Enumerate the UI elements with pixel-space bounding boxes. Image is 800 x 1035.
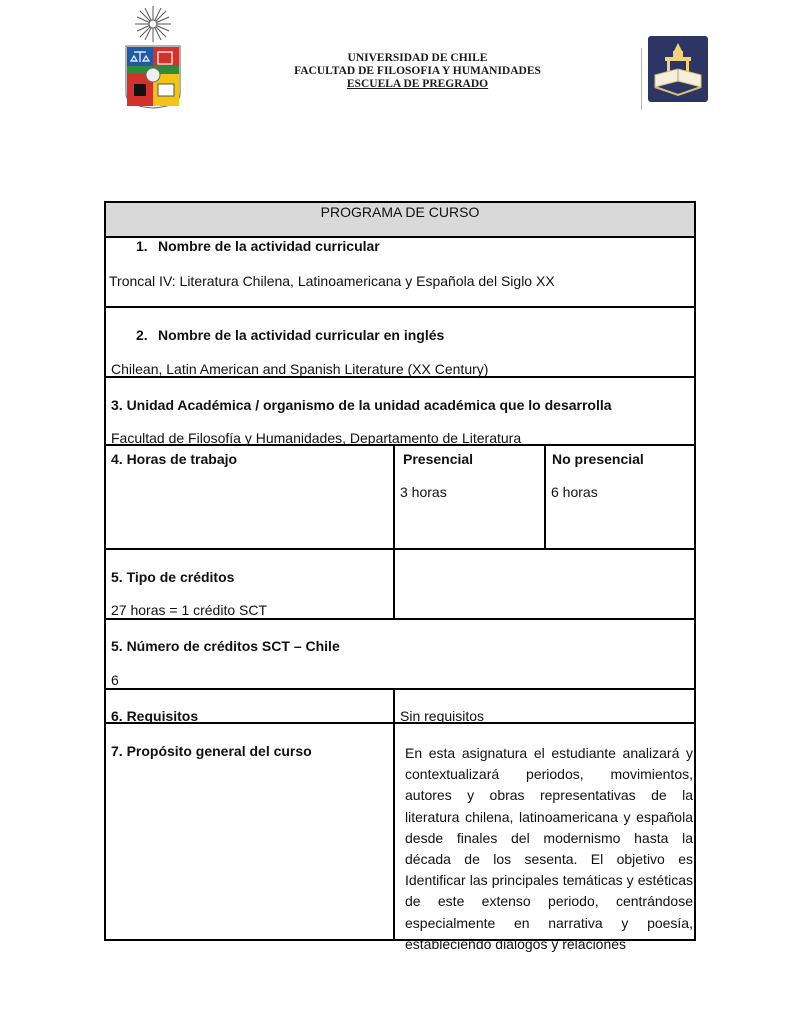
section-2-label: Nombre de la actividad curricular en inglés [158,327,445,343]
university-crest-logo [122,4,184,110]
col-divider [393,444,395,620]
row-divider [104,306,696,308]
school-name: ESCUELA DE PREGRADO [346,78,489,90]
section-3-label: 3. Unidad Académica / organismo de la unidad académica que lo desarrolla [111,397,612,413]
section-5b-value: 6 [111,672,119,688]
section-2-value: Chilean, Latin American and Spanish Literature (XX Century) [111,361,489,377]
institution-header [250,52,585,91]
section-6-value: Sin requisitos [400,708,485,724]
university-name: UNIVERSIDAD DE CHILE [347,52,488,64]
no-presencial-header: No presencial [552,451,644,467]
table-title: PROGRAMA DE CURSO [320,204,480,220]
col-divider [544,444,546,550]
section-7-value: En esta asignatura el estudiante analizará y contextualizará periodos, movimientos, autores y obras representativas de la literatura chilena, latinoamericana y española desde finales del modernismo hasta la década de los sesenta. El objetivo es Identificar las principales temáticas y estéticas de este extenso periodo, centrándose especialmente en narrativa y poesía, estableciendo diálogos y relaciones [405,745,693,952]
section-5-value: 27 horas = 1 crédito SCT [111,602,268,618]
header-divider [641,48,642,110]
presencial-hours: 3 horas [400,484,447,500]
row-divider [104,548,696,550]
section-4-label: 4. Horas de trabajo [111,451,238,467]
section-5b-label: 5. Número de créditos SCT – Chile [111,638,340,654]
section-1-label: Nombre de la actividad curricular [158,238,380,254]
faculty-name: FACULTAD DE FILOSOFIA Y HUMANIDADES [294,65,541,77]
no-presencial-hours: 6 horas [551,484,598,500]
school-logo [647,35,709,103]
section-2-number: 2. [136,327,148,343]
row-divider [104,688,696,690]
section-5-label: 5. Tipo de créditos [111,569,235,585]
section-1-value: Troncal IV: Literatura Chilena, Latinoamericana y Española del Siglo XX [109,273,555,289]
section-6-label: 6. Requisitos [111,708,199,724]
section-3-value: Facultad de Filosofía y Humanidades, Departamento de Literatura [111,430,522,446]
col-divider [393,688,395,941]
presencial-header: Presencial [403,451,474,467]
section-1-number: 1. [136,238,148,254]
section-7-label: 7. Propósito general del curso [111,743,312,759]
